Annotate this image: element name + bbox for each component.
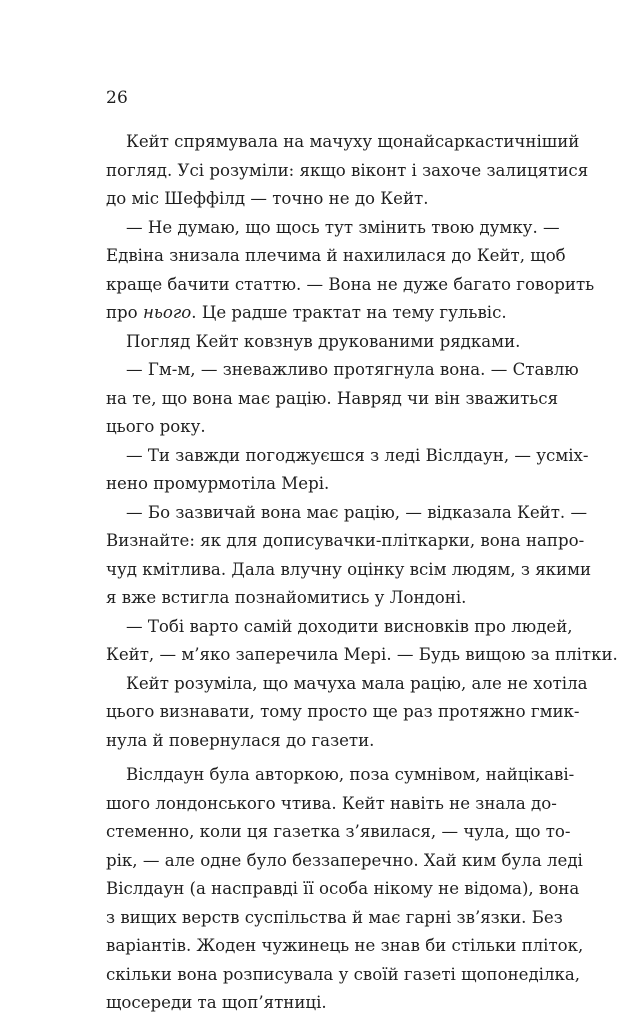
text-line: Віслдаун (а насправді її особа нікому не відома), вона (106, 879, 580, 898)
text-line: я вже встигла познайомитись у Лондоні. (106, 588, 467, 607)
text-line: стеменно, коли ця газетка з’явилася, — чула, що то- (106, 822, 571, 841)
text-line: нула й повернулася до газети. (106, 730, 375, 750)
text-line: Кейт розуміла, що мачуха мала рацію, але не хотіла (126, 673, 588, 693)
text-line: Визнайте: як для дописувачки-пліткарки, вона напро- (106, 531, 585, 550)
text-line: — Не думаю, що щось тут змінить твою думку. — (126, 217, 560, 237)
text-line: погляд. Усі розуміли: якщо віконт і захоче залицятися (106, 160, 589, 180)
text-line: щосереди та щоп’ятниці. (106, 993, 327, 1012)
text-line: Погляд Кейт ковзнув друкованими рядками. (126, 331, 521, 351)
text-line: цього року. (106, 417, 206, 436)
text-line: краще бачити статтю. — Вона не дуже багато говорить (106, 274, 595, 294)
text-line: на те, що вона має рацію. Навряд чи він зважиться (106, 388, 559, 408)
text-line: Віслдаун була авторкою, поза сумнівом, найцікаві- (126, 765, 575, 784)
page-number: 26 (106, 88, 129, 108)
text-line: Едвіна знизала плечима й нахилилася до Кейт, щоб (106, 246, 566, 265)
text-line: рік, — але одне було беззаперечно. Хай ким була леді (106, 850, 583, 870)
text-line (106, 299, 516, 328)
text-line: шого лондонського чтива. Кейт навіть не знала до- (106, 793, 557, 813)
text-line: — Бо зазвичай вона має рацію, — відказала Кейт. — (126, 502, 588, 522)
text-segment: про (106, 303, 143, 322)
text-line: — Гм-м, — зневажливо протягнула вона. — Ставлю (126, 360, 579, 379)
text-line: Кейт, — м’яко заперечила Мері. — Будь вищою за плітки. (106, 645, 618, 664)
text-line: — Тобі варто самій доходити висновків про людей, (126, 616, 573, 636)
text-segment: . Це радше трактат на тему гульвіс. (191, 303, 507, 322)
body-text (106, 128, 618, 1018)
text-line: варіантів. Жоден чужинець не знав би стільки пліток, (106, 936, 584, 955)
text-line: з вищих верств суспільства й має гарні зв’язки. Без (106, 907, 563, 927)
text-line: — Ти завжди погоджуєшся з леді Віслдаун, — усміх- (126, 445, 589, 465)
text-line: чуд кмітлива. Дала влучну оцінку всім людям, з якими (106, 559, 592, 579)
text-line: до міс Шеффілд — точно не до Кейт. (106, 189, 429, 208)
text-line: Кейт спрямувала на мачуху щонайсаркастичніший (126, 132, 580, 151)
text-line: цього визнавати, тому просто ще раз протяжно гмик- (106, 702, 580, 721)
italic-emphasis: нього (142, 303, 192, 322)
text-line: скільки вона розписувала у своїй газеті щопонеділка, (106, 964, 581, 984)
text-line: нено промурмотіла Мері. (106, 474, 330, 493)
